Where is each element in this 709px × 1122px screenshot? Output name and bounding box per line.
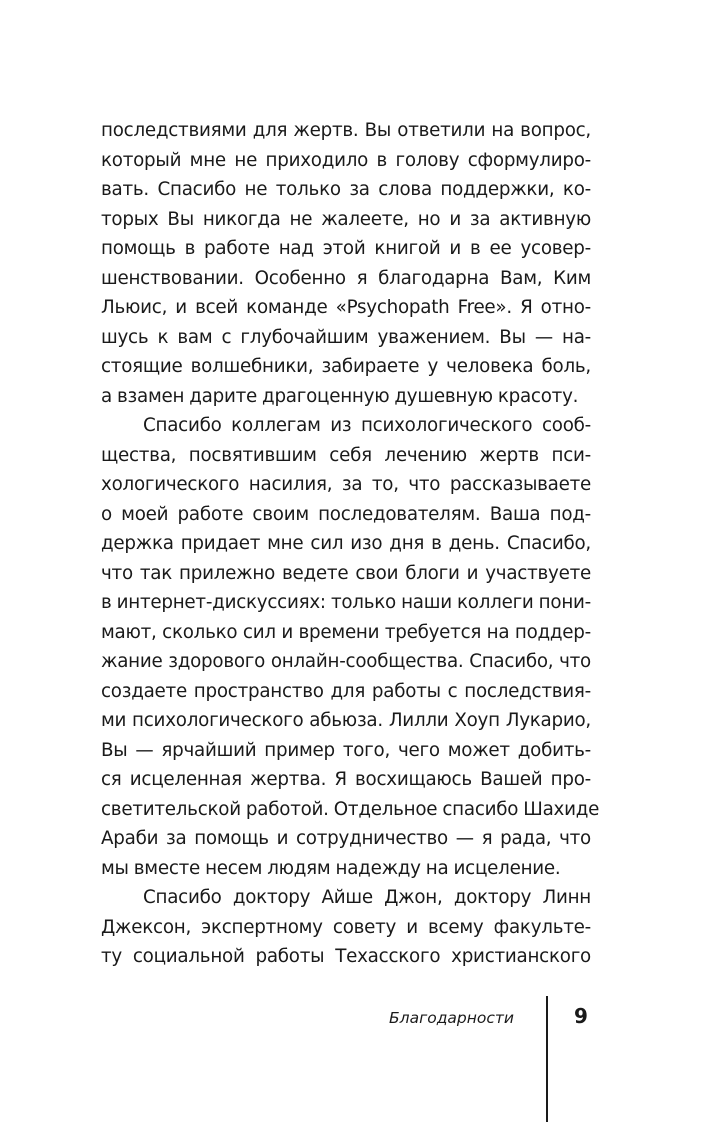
text-line: ся исцеленная жертва. Я восхищаюсь Вашей про- [101, 769, 591, 790]
text-line: стоящие волшебники, забираете у человека боль, [101, 356, 591, 377]
text-line: держка придает мне сил изо дня в день. Спасибо, [101, 533, 591, 554]
text-line: мы вместе несем людям надежду на исцеление. [101, 857, 561, 879]
text-line: ту социальной работы Техасского христианского [101, 946, 591, 967]
text-line: последствиями для жертв. Вы ответили на вопрос, [101, 120, 591, 141]
text-line: мают, сколько сил и времени требуется на поддер- [101, 621, 591, 643]
text-line: Джексон, экспертному совету и всему факульте- [101, 916, 591, 938]
page-number: 9 [574, 1004, 588, 1028]
body-text [101, 116, 600, 972]
footer-divider [546, 996, 548, 1122]
text-line: жание здорового онлайн-сообщества. Спасибо, что [101, 651, 591, 672]
running-title: Благодарности [389, 1009, 514, 1027]
text-line: шенствовании. Особенно я благодарна Вам, Ким [101, 267, 591, 289]
paragraph-first-line: Спасибо доктору Айше Джон, доктору Линн [143, 887, 591, 908]
text-line: хологического насилия, за то, что рассказываете [101, 474, 591, 495]
text-line: о моей работе своим последователям. Ваша под- [101, 503, 591, 525]
text-line: в интернет-дискуссиях: только наши коллеги пони- [101, 592, 591, 613]
text-line: что так прилежно ведете свои блоги и участвуете [101, 562, 591, 584]
text-line: вать. Спасибо не только за слова поддержки, ко- [101, 179, 591, 200]
text-line: Льюис, и всей команде «Psychopath Free». Я отно- [101, 297, 591, 318]
text-line: Вы — ярчайший пример того, чего может добить- [101, 739, 591, 761]
text-line: ми психологического абьюза. Лилли Хоуп Лукарио, [101, 710, 591, 731]
text-line: который мне не приходило в голову сформулиро- [101, 149, 591, 171]
text-line: светительской работой. Отдельное спасибо Шахиде [101, 798, 600, 820]
text-line: помощь в работе над этой книгой и в ее усовер- [101, 238, 591, 259]
paragraph-first-line: Спасибо коллегам из психологического сооб- [143, 415, 591, 436]
text-line: создаете пространство для работы с последствия- [101, 680, 591, 702]
text-line: торых Вы никогда не жалеете, но и за активную [101, 208, 591, 230]
text-line: шусь к вам с глубочайшим уважением. Вы — на- [101, 326, 591, 348]
text-line: Араби за помощь и сотрудничество — я рада, что [101, 828, 591, 849]
text-line: щества, посвятившим себя лечению жертв пси- [101, 444, 591, 466]
text-line: а взамен дарите драгоценную душевную красоту. [101, 385, 579, 407]
